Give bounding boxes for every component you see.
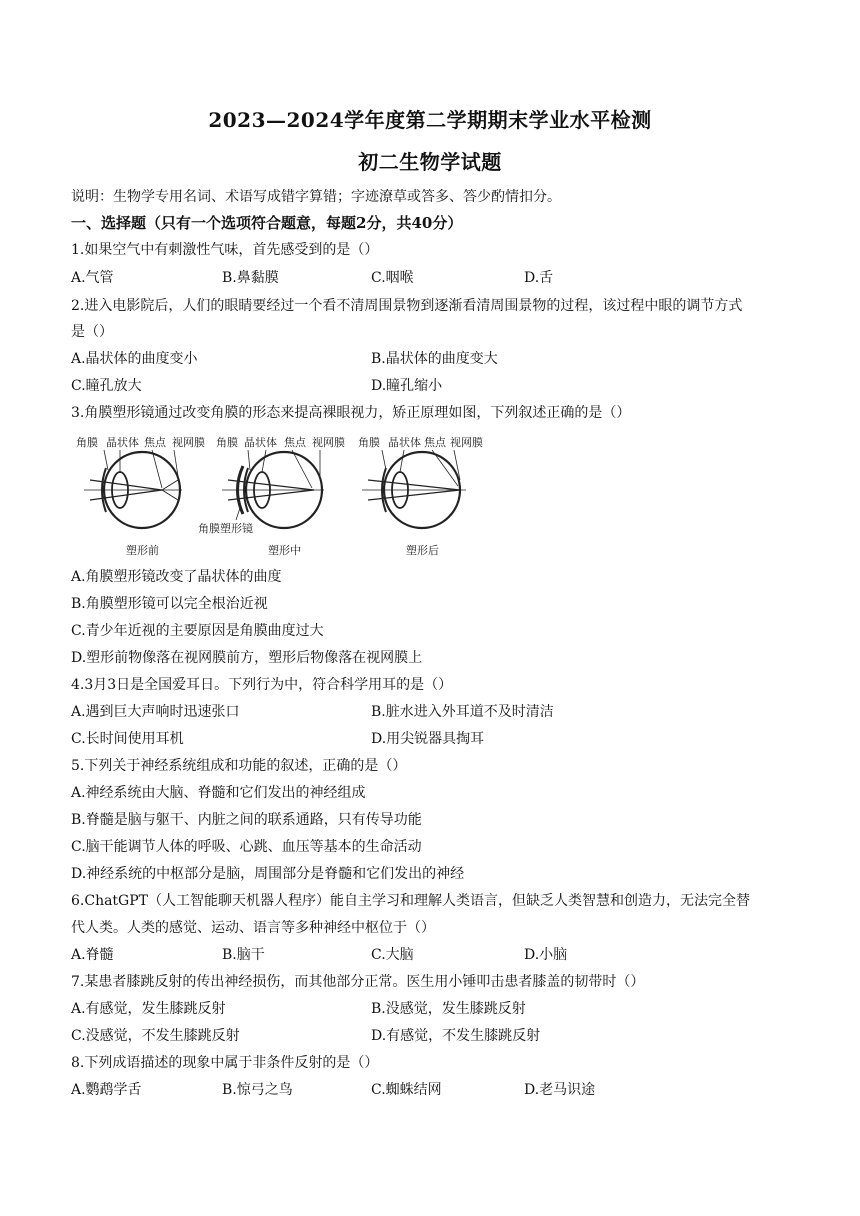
q3-option-b: B.角膜塑形镜可以完全根治近视 <box>71 596 268 612</box>
q5-option-a: A.神经系统由大脑、脊髓和它们发出的神经组成 <box>71 785 366 801</box>
question-6-stem-line2: 代人类。人类的感觉、运动、语言等多种神经中枢位于（） <box>71 920 435 936</box>
q4-option-b: B.脏水进入外耳道不及时清洁 <box>371 704 554 720</box>
exam-subtitle: 初二生物学试题 <box>358 150 502 174</box>
q7-option-b: B.没感觉，发生膝跳反射 <box>371 1001 526 1017</box>
caption-before: 塑形前 <box>126 544 159 557</box>
question-8-stem: 8.下列成语描述的现象中属于非条件反射的是（） <box>71 1055 379 1071</box>
eye-diagram-svg <box>62 430 492 560</box>
label-before-cornea: 角膜 <box>76 436 98 449</box>
question-2-stem-line1: 2.进入电影院后，人们的眼睛要经过一个看不清周围景物到逐渐看清周围景物的过程，该过程中眼的调节方式 <box>71 298 743 314</box>
q8-option-c: C.蜘蛛结网 <box>371 1082 442 1098</box>
eye-before <box>76 435 205 557</box>
question-5-stem: 5.下列关于神经系统组成和功能的叙述，正确的是（） <box>71 758 407 774</box>
eye-after <box>358 435 483 557</box>
label-after-cornea: 角膜 <box>358 436 380 449</box>
label-ortho-k-lens: 角膜塑形镜 <box>198 522 253 535</box>
q7-option-d: D.有感觉，不发生膝跳反射 <box>371 1028 541 1044</box>
label-during-cornea: 角膜 <box>216 436 238 449</box>
q2-option-a: A.晶状体的曲度变小 <box>71 351 198 367</box>
q2-option-c: C.瞳孔放大 <box>71 378 142 394</box>
eye-correction-figure <box>62 430 492 560</box>
q1-option-b: B.鼻黏膜 <box>222 270 279 286</box>
q4-option-c: C.长时间使用耳机 <box>71 731 184 747</box>
q3-option-a: A.角膜塑形镜改变了晶状体的曲度 <box>71 569 282 585</box>
question-1-stem: 1.如果空气中有刺激性气味，首先感受到的是（） <box>71 242 379 258</box>
section-heading: 一、选择题（只有一个选项符合题意，每题2分，共40分） <box>71 214 463 232</box>
q5-option-c: C.脑干能调节人体的呼吸、心跳、血压等基本的生命活动 <box>71 839 422 855</box>
label-before-lens: 晶状体 <box>106 436 139 449</box>
label-after-lens: 晶状体 <box>388 436 421 449</box>
q8-option-a: A.鹦鹉学舌 <box>71 1082 142 1098</box>
q4-option-a: A.遇到巨大声响时迅速张口 <box>71 704 240 720</box>
label-before-retina: 视网膜 <box>172 436 205 449</box>
q5-option-d: D.神经系统的中枢部分是脑，周围部分是脊髓和它们发出的神经 <box>71 866 465 882</box>
instructions-note: 说明：生物学专用名词、术语写成错字算错；字迹潦草或答多、答少酌情扣分。 <box>71 189 561 205</box>
q1-option-d: D.舌 <box>524 270 554 286</box>
label-before-focus: 焦点 <box>144 436 166 449</box>
label-during-focus: 焦点 <box>284 436 306 449</box>
q1-option-a: A.气管 <box>71 270 114 286</box>
q8-option-b: B.惊弓之鸟 <box>222 1082 293 1098</box>
q6-option-c: C.大脑 <box>371 947 414 963</box>
q6-option-a: A.脊髓 <box>71 947 114 963</box>
q8-option-d: D.老马识途 <box>524 1082 596 1098</box>
q6-option-b: B.脑干 <box>222 947 265 963</box>
q2-option-b: B.晶状体的曲度变大 <box>371 351 498 367</box>
question-7-stem: 7.某患者膝跳反射的传出神经损伤，而其他部分正常。医生用小锤叩击患者膝盖的韧带时（） <box>71 974 645 990</box>
caption-after: 塑形后 <box>406 544 439 557</box>
exam-title: 2023—2024学年度第二学期期末学业水平检测 <box>208 108 652 132</box>
label-during-lens: 晶状体 <box>244 436 277 449</box>
q7-option-c: C.没感觉，不发生膝跳反射 <box>71 1028 240 1044</box>
q3-option-d: D.塑形前物像落在视网膜前方，塑形后物像落在视网膜上 <box>71 650 423 666</box>
question-4-stem: 4.3月3日是全国爱耳日。下列行为中，符合科学用耳的是（） <box>71 677 453 693</box>
eye-during <box>198 435 345 557</box>
q4-option-d: D.用尖锐器具掏耳 <box>371 731 485 747</box>
question-3-stem: 3.角膜塑形镜通过改变角膜的形态来提高裸眼视力，矫正原理如图，下列叙述正确的是（） <box>71 405 631 421</box>
label-after-retina: 视网膜 <box>450 436 483 449</box>
question-6-stem-line1: 6.ChatGPT（人工智能聊天机器人程序）能自主学习和理解人类语言，但缺乏人类智慧和创造力，无法完全替 <box>71 893 750 909</box>
q5-option-b: B.脊髓是脑与躯干、内脏之间的联系通路，只有传导功能 <box>71 812 422 828</box>
question-2-stem-line2: 是（） <box>71 324 113 340</box>
q1-option-c: C.咽喉 <box>371 270 414 286</box>
q7-option-a: A.有感觉，发生膝跳反射 <box>71 1001 226 1017</box>
q2-option-d: D.瞳孔缩小 <box>371 378 443 394</box>
label-after-focus: 焦点 <box>424 436 446 449</box>
label-during-retina: 视网膜 <box>312 436 345 449</box>
caption-during: 塑形中 <box>268 544 301 557</box>
q3-option-c: C.青少年近视的主要原因是角膜曲度过大 <box>71 623 324 639</box>
q6-option-d: D.小脑 <box>524 947 568 963</box>
